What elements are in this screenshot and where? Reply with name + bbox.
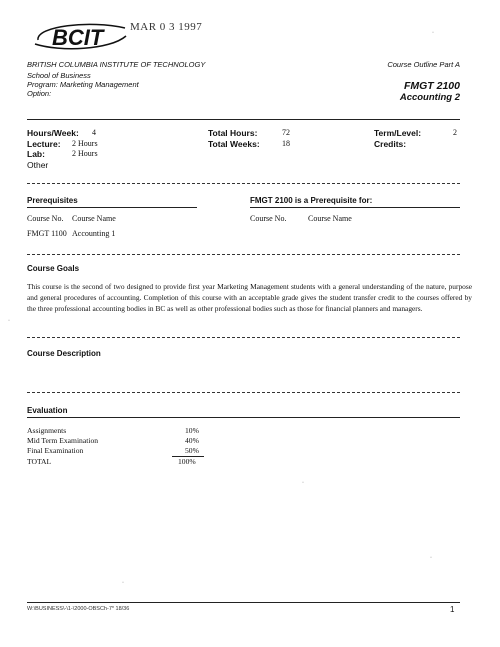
scan-speck: · [302,480,304,486]
received-stamp: MAR 0 3 1997 [130,21,203,33]
eval-total-value: 100% [178,457,196,466]
course-description-title: Course Description [27,349,101,358]
logo-text: BCIT [52,25,104,50]
institute-name: BRITISH COLUMBIA INSTITUTE OF TECHNOLOGY [27,60,206,69]
divider [27,183,460,184]
prereq-col-name: Course Name [72,214,116,223]
eval-value-final: 50% [185,446,199,455]
hours-week-label: Hours/Week: [27,128,79,138]
course-title: Accounting 2 [399,92,460,103]
eval-value-midterm: 40% [185,436,199,445]
credits-label: Credits: [374,139,407,149]
prereq-row-name: Accounting 1 [72,229,116,238]
school-name: School of Business [27,71,91,80]
footer-path: W:\BUSINESS\-\1-\2000-OBSCh-7* 18/36 [27,606,130,612]
page-number: 1 [450,605,455,614]
eval-value-assignments: 10% [185,426,199,435]
footer-divider [27,602,460,603]
course-goals-text: This course is the second of two designed to provide first year Marketing Management students with a general understanding of the nature, purpose and general procedures of accounting. Completion of this course with an acceptable grade gives the student transfer credit to the courses offered by the three professional accounting bodies in BC as well as other professional bodies such as those for financial planners and managers. [27,282,472,313]
total-hours-value: 72 [282,128,290,137]
lecture-value: 2 Hours [72,139,98,148]
prereq-for-col-no: Course No. [250,214,287,223]
evaluation-title: Evaluation [27,406,68,415]
scan-speck: · [8,318,10,324]
program-name: Program: Marketing Management [27,80,139,89]
term-label: Term/Level: [374,128,422,138]
divider [27,392,460,393]
course-code: FMGT 2100 [403,80,460,92]
total-weeks-value: 18 [282,139,290,148]
eval-label-assignments: Assignments [27,426,67,435]
eval-label-midterm: Mid Term Examination [27,436,99,445]
outline-part: Course Outline Part A [387,60,460,69]
divider [27,207,197,208]
divider [27,119,460,120]
scan-speck: · [430,555,432,561]
divider [250,207,460,208]
lab-label: Lab: [27,149,45,159]
prereq-row-no: FMGT 1100 [27,229,67,238]
term-value: 2 [453,128,457,137]
lecture-label: Lecture: [27,139,61,149]
divider [27,337,460,338]
other-label: Other [27,160,49,170]
total-hours-label: Total Hours: [208,128,258,138]
total-weeks-label: Total Weeks: [208,139,260,149]
divider [27,254,460,255]
prereq-for-col-name: Course Name [308,214,352,223]
prerequisites-title: Prerequisites [27,196,78,205]
eval-total-label: TOTAL [27,457,52,466]
prereq-for-title: FMGT 2100 is a Prerequisite for: [250,196,373,205]
divider [27,417,460,418]
scan-speck: · [122,580,124,586]
eval-label-final: Final Examination [27,446,84,455]
hours-week-value: 4 [92,128,96,137]
scan-speck: · [432,30,434,36]
prereq-col-no: Course No. [27,214,64,223]
option-label: Option: [27,89,52,98]
bcit-logo [30,18,130,54]
lab-value: 2 Hours [72,149,98,158]
course-goals-title: Course Goals [27,264,80,273]
